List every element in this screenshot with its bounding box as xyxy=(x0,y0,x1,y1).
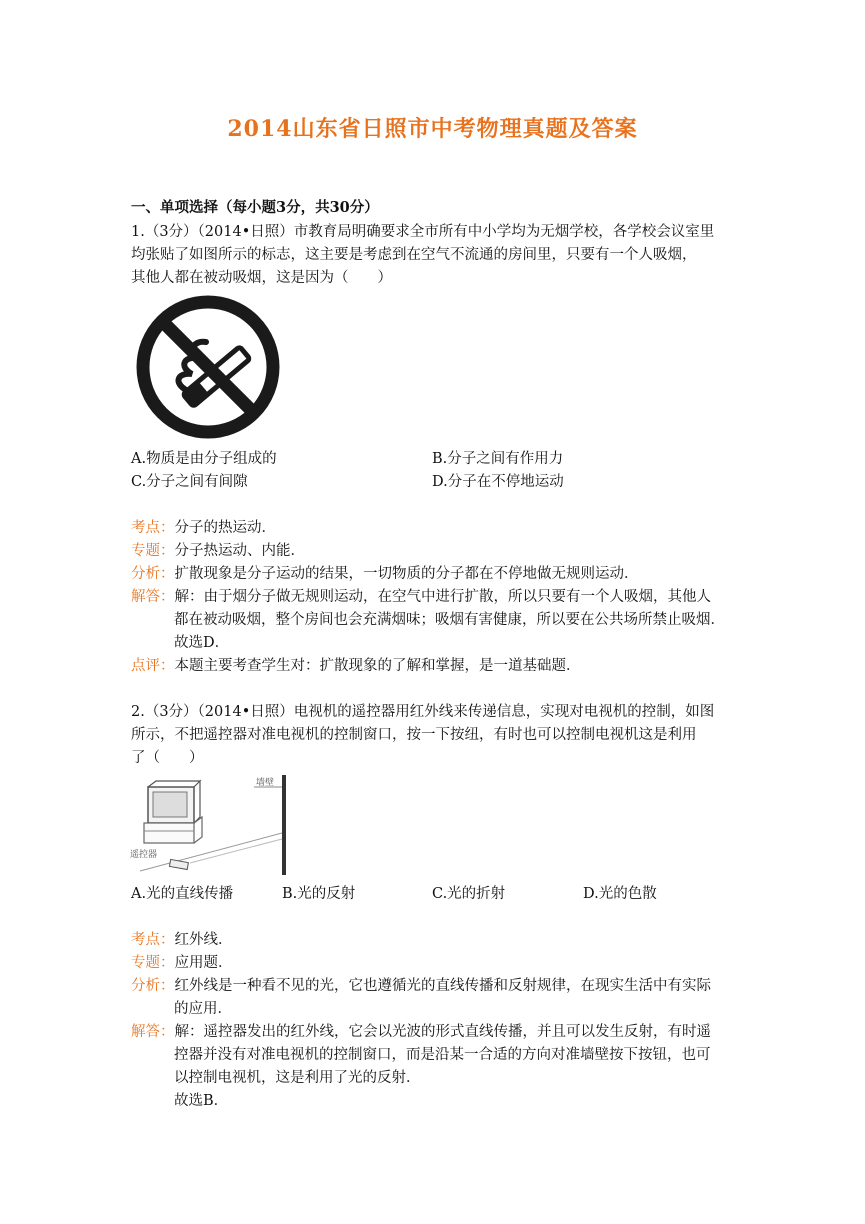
tv-remote-figure xyxy=(130,773,295,877)
q2-jieda xyxy=(131,1022,711,1042)
q1-zhuanti xyxy=(131,541,305,561)
wall-label: 墙壁 xyxy=(256,778,275,788)
kaodian-text: 红外线． xyxy=(174,932,233,948)
q1-option-c: C.分子之间有间隙 xyxy=(131,474,248,490)
q2-option-c: C.光的折射 xyxy=(432,886,506,902)
fenxi-label: 分析： xyxy=(131,978,175,994)
kaodian-label: 考点： xyxy=(131,932,175,948)
dianping-label: 点评： xyxy=(131,658,175,674)
kaodian-label: 考点： xyxy=(131,520,175,536)
q1-jieda xyxy=(131,587,711,607)
no-smoking-icon xyxy=(132,294,284,440)
q1-option-d: D.分子在不停地运动 xyxy=(432,474,564,490)
page-title: 2014山东省日照市中考物理真题及答案 xyxy=(227,116,638,142)
q2-jieda-line-2: 控器并没有对准电视机的控制窗口，而是沿某一合适的方向对准墙壁按下按钮，也可 xyxy=(174,1047,711,1063)
q2-option-d: D.光的色散 xyxy=(583,886,657,902)
q1-stem-line-1: 1.（3分）（2014•日照）市教育局明确要求全市所有中小学均为无烟学校，各学校会议室里 xyxy=(131,224,715,240)
jieda-text: 解：由于烟分子做无规则运动，在空气中进行扩散，所以只要有一个人吸烟，其他人 xyxy=(174,589,711,605)
q2-option-a: A.光的直线传播 xyxy=(131,886,234,902)
q1-option-a: A.物质是由分子组成的 xyxy=(131,451,277,467)
jieda-label: 解答： xyxy=(131,1024,175,1040)
q1-dianping xyxy=(131,656,581,676)
q2-kaodian xyxy=(131,930,233,950)
q2-zhuanti xyxy=(131,953,233,973)
q2-fenxi-line-2: 的应用． xyxy=(174,1001,232,1017)
q2-stem-line-3: 了（ ） xyxy=(131,750,204,766)
q1-jieda-line-2: 都在被动吸烟，整个房间也会充满烟味；吸烟有害健康，所以要在公共场所禁止吸烟． xyxy=(174,612,725,628)
jieda-label: 解答： xyxy=(131,589,175,605)
fenxi-text: 红外线是一种看不见的光，它也遵循光的直线传播和反射规律，在现实生活中有实际 xyxy=(174,978,711,994)
q1-kaodian xyxy=(131,518,276,538)
q2-jieda-line-4: 故选B． xyxy=(174,1093,229,1109)
jieda-text: 解：遥控器发出的红外线，它会以光波的形式直线传播，并且可以发生反射，有时遥 xyxy=(174,1024,711,1040)
fenxi-text: 扩散现象是分子运动的结果，一切物质的分子都在不停地做无规则运动． xyxy=(174,566,639,582)
remote-label: 遥控器 xyxy=(130,850,158,860)
zhuanti-label: 专题： xyxy=(131,543,175,559)
dianping-text: 本题主要考查学生对：扩散现象的了解和掌握，是一道基础题． xyxy=(174,658,581,674)
q1-stem-line-2: 均张贴了如图所示的标志，这主要是考虑到在空气不流通的房间里，只要有一个人吸烟， xyxy=(131,247,697,263)
section-heading: 一、单项选择（每小题3分，共30分） xyxy=(131,199,379,216)
zhuanti-label: 专题： xyxy=(131,955,175,971)
q2-fenxi xyxy=(131,976,711,996)
zhuanti-text: 应用题． xyxy=(174,955,233,971)
q2-jieda-line-3: 以控制电视机，这是利用了光的反射． xyxy=(174,1070,421,1086)
zhuanti-text: 分子热运动、内能． xyxy=(174,543,305,559)
q1-fenxi xyxy=(131,564,639,584)
q1-option-b: B.分子之间有作用力 xyxy=(432,451,564,467)
q2-option-b: B.光的反射 xyxy=(282,886,356,902)
kaodian-text: 分子的热运动． xyxy=(174,520,276,536)
q2-stem-line-2: 所示，不把遥控器对准电视机的控制窗口，按一下按纽，有时也可以控制电视机这是利用 xyxy=(131,727,697,743)
q1-stem-line-3: 其他人都在被动吸烟，这是因为（ ） xyxy=(131,270,392,286)
q2-stem-line-1: 2.（3分）（2014•日照）电视机的遥控器用红外线来传递信息，实现对电视机的控制，如图 xyxy=(131,704,715,720)
q1-jieda-line-3: 故选D． xyxy=(174,635,230,651)
fenxi-label: 分析： xyxy=(131,566,175,582)
